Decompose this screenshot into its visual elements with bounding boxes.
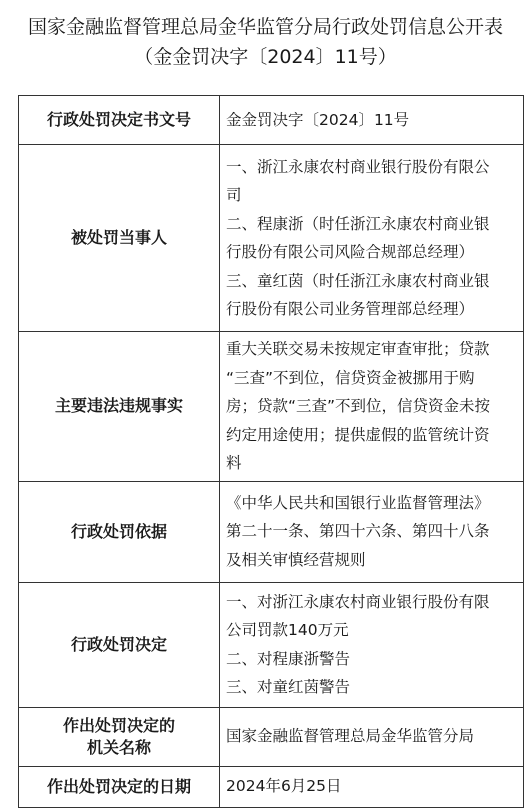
facts-label: 主要违法违规事实 [19,332,220,482]
organ-value: 国家金融监督管理总局金华监管分局 [220,707,524,766]
parties-line: 行股份有限公司业务管理部总经理） [226,300,475,318]
basis-value [220,481,524,582]
date-value: 2024年6月25日 [220,766,524,807]
doc-number-label: 行政处罚决定书文号 [19,96,220,145]
basis-label: 行政处罚依据 [19,481,220,582]
table-row-date [19,766,524,807]
decision-line: 公司罚款140万元 [226,621,349,639]
page-title: 国家金融监督管理总局金华监管分局行政处罚信息公开表 [27,16,503,38]
parties-line: 司 [226,186,242,204]
parties-label: 被处罚当事人 [19,145,220,332]
doc-number-value: 金金罚决字〔2024〕11号 [220,96,524,145]
basis-line: 《中华人民共和国银行业监督管理法》 [226,493,490,512]
penalty-info-table [18,95,524,808]
facts-line: 约定用途使用；提供虚假的监管统计资 [226,425,490,444]
table-row-decision [19,582,524,707]
facts-line: “三查”不到位，信贷资金被挪用于购 [226,368,475,387]
table-row-doc-number [19,96,524,145]
organ-label [19,707,220,766]
facts-value [220,332,524,482]
organ-label-line: 机关名称 [86,737,151,757]
table-row-parties [19,145,524,332]
date-label: 作出处罚决定的日期 [19,766,220,807]
decision-value [220,582,524,707]
decision-label: 行政处罚决定 [19,582,220,707]
facts-line: 料 [226,454,242,472]
organ-label-line: 作出处罚决定的 [62,715,175,735]
parties-line: 一、浙江永康农村商业银行股份有限公 [226,157,490,176]
basis-line: 及相关审慎经营规则 [226,550,366,569]
table-row-basis [19,481,524,582]
table-row-facts [19,332,524,482]
parties-line: 行股份有限公司风险合规部总经理） [226,243,475,261]
table-row-organ [19,707,524,766]
facts-line: 房；贷款“三查”不到位，信贷资金未按 [226,397,491,415]
document-number-subtitle: （金金罚决字〔2024〕11号） [134,46,397,68]
parties-value [220,145,524,332]
decision-line: 二、对程康浙警告 [226,649,351,668]
parties-line: 二、程康浙（时任浙江永康农村商业银 [226,214,490,233]
basis-line: 第二十一条、第四十六条、第四十八条 [226,522,490,541]
parties-line: 三、童红茵（时任浙江永康农村商业银 [226,271,490,290]
facts-line: 重大关联交易未按规定审查审批；贷款 [226,340,490,358]
decision-line: 一、对浙江永康农村商业银行股份有限 [226,592,490,611]
decision-line: 三、对童红茵警告 [226,678,351,696]
